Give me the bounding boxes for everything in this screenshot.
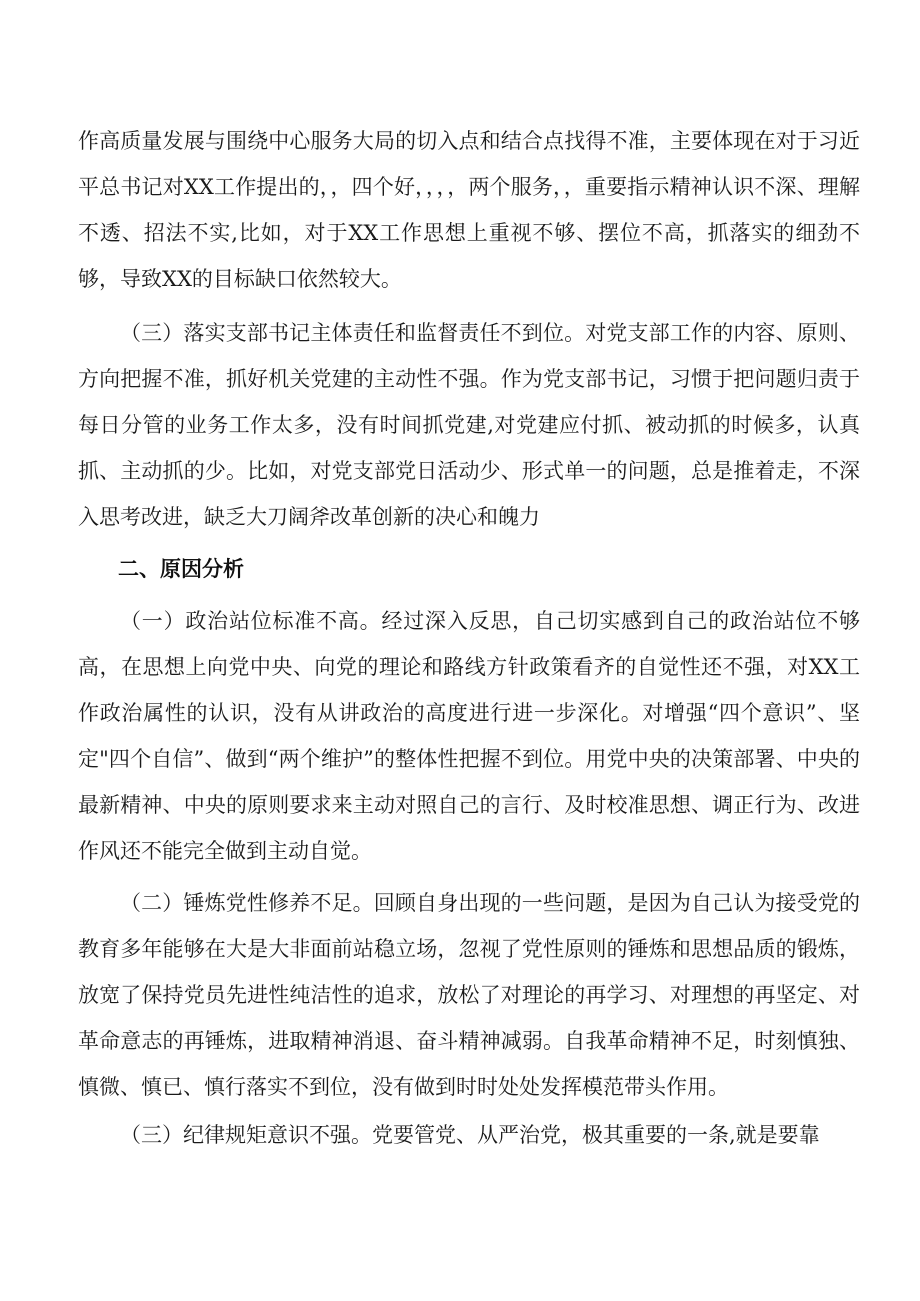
section-heading-cause-analysis: 二、原因分析 <box>118 557 244 581</box>
paragraph-branch-secretary-duty: （三）落实支部书记主体责任和监督责任不到位。对党支部工作的内容、原则、方向把握不准，抓好机关党建的主动性不强。作为党支部书记，习惯于把问题归责于每日分管的业务工作太多，没有时间抓党建,对党建应付抓、被动抓的时候多，认真抓、主动抓的少。比如，对党支部党日活动少、形式单一的问题，总是推着走，不深入思考改进，缺乏大刀阔斧改革创新的决心和魄力 <box>78 321 860 529</box>
paragraph-political-stance: （一）政治站位标准不高。经过深入反思，自己切实感到自己的政治站位不够高，在思想上向党中央、向党的理论和路线方针政策看齐的自觉性还不强，对XX工作政治属性的认识，没有从讲政治的高度进行进一步深化。对增强“四个意识”、坚定"四个自信”、做到“两个维护”的整体性把握不到位。用党中央的决策部署、中央的最新精神、中央的原则要求来主动对照自己的言行、及时校准思想、调正行为、改进作风还不能完全做到主动自觉。 <box>78 609 860 863</box>
paragraph-party-spirit: （二）锤炼党性修养不足。回顾自身出现的一些问题，是因为自己认为接受党的教育多年能够在大是大非面前站稳立场，忽视了党性原则的锤炼和思想品质的锻炼，放宽了保持党员先进性纯洁性的追求，放松了对理论的再学习、对理想的再坚定、对革命意志的再锤炼，进取精神消退、奋斗精神减弱。自我革命精神不足，时刻慎独、慎微、慎已、慎行落实不到位，没有做到时时处处发挥模范带头作用。 <box>78 891 860 1099</box>
paragraph-work-quality: 作高质量发展与围绕中心服务大局的切入点和结合点找得不准，主要体现在对于习近平总书记对XX工作提出的，，四个好，，，，两个服务，，重要指示精神认识不深、理解不透、招法不实,比如，对于XX工作思想上重视不够、摆位不高，抓落实的细劲不够，导致XX的目标缺口依然较大。 <box>78 129 860 291</box>
paragraph-discipline-awareness: （三）纪律规矩意识不强。党要管党、从严治党，极其重要的一条,就是要靠 <box>120 1123 820 1147</box>
